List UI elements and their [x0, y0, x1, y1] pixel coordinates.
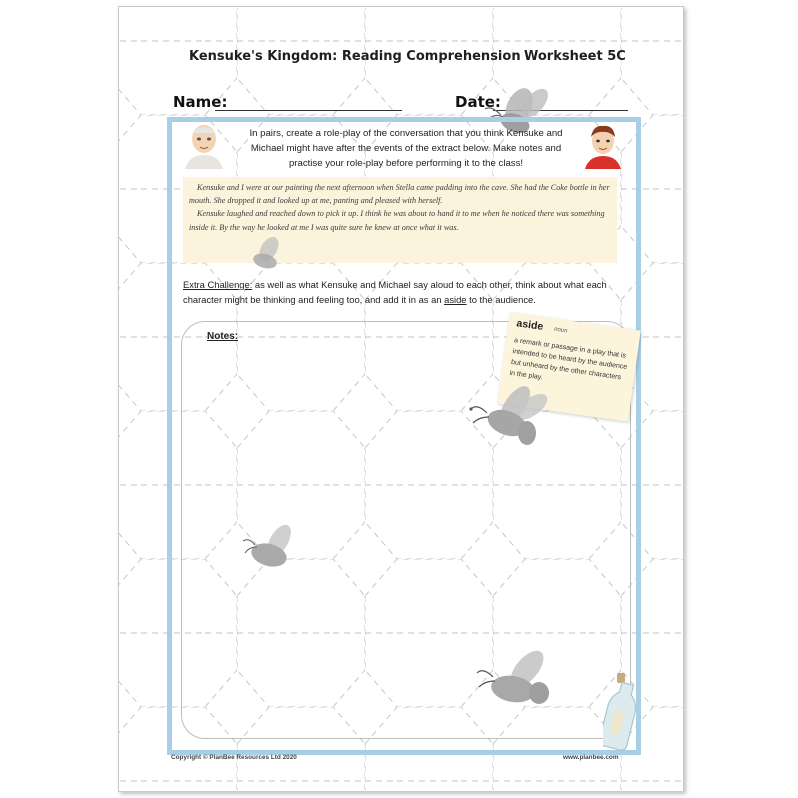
aside-part-of-speech: noun: [553, 326, 568, 335]
website-footer: www.planbee.com: [563, 754, 619, 761]
aside-word: aside: [515, 317, 545, 333]
date-label: Date:: [455, 93, 501, 111]
kensuke-portrait-icon: [181, 119, 227, 169]
name-label: Name:: [173, 93, 228, 111]
extra-challenge: [183, 277, 633, 307]
worksheet-title: Kensuke's Kingdom: Reading Comprehension: [189, 49, 521, 64]
challenge-label: Extra Challenge:: [183, 279, 253, 290]
instructions-text: In pairs, create a role-play of the conversation that you think Kensuke and Michael might have after the events of the extract below. Make notes and practise your role-play before performing it to the class!: [249, 128, 563, 169]
bee-icon: [471, 647, 561, 713]
extract-paragraph: Kensuke and I were at our painting the next afternoon when Stella came padding into the cave. She had the Coke bottle in her mouth. She dropped it and looked up at me, panting and pleased with herself.: [189, 183, 610, 206]
bee-icon: [239, 523, 305, 579]
worksheet-page: [118, 6, 684, 792]
aside-definition: a remark or passage in a play that is intended to be heard by the audience but unheard by the other characters in the play.: [509, 337, 628, 382]
copyright-footer: Copyright © PlanBee Resources Ltd 2020: [171, 754, 297, 761]
challenge-text-end: to the audience.: [466, 294, 536, 305]
message-bottle-icon: [603, 671, 643, 751]
bee-icon: [465, 383, 549, 449]
bee-icon: [243, 235, 291, 275]
extract-paragraph: Kensuke laughed and reached down to pick it up. I think he was about to hand it to me when he noticed there was something inside it. By the way he looked at me I was quite sure he knew at once what it was.: [189, 209, 605, 232]
notes-label: Notes:: [207, 331, 239, 342]
challenge-text: as well as what Kensuke and Michael say aloud to each other, think about what each character might be thinking and feeling too, and add it in as an: [183, 279, 607, 305]
michael-portrait-icon: [581, 119, 625, 169]
challenge-keyword: aside: [444, 294, 467, 305]
worksheet-number: Worksheet 5C: [524, 49, 626, 64]
name-field[interactable]: [215, 110, 402, 111]
